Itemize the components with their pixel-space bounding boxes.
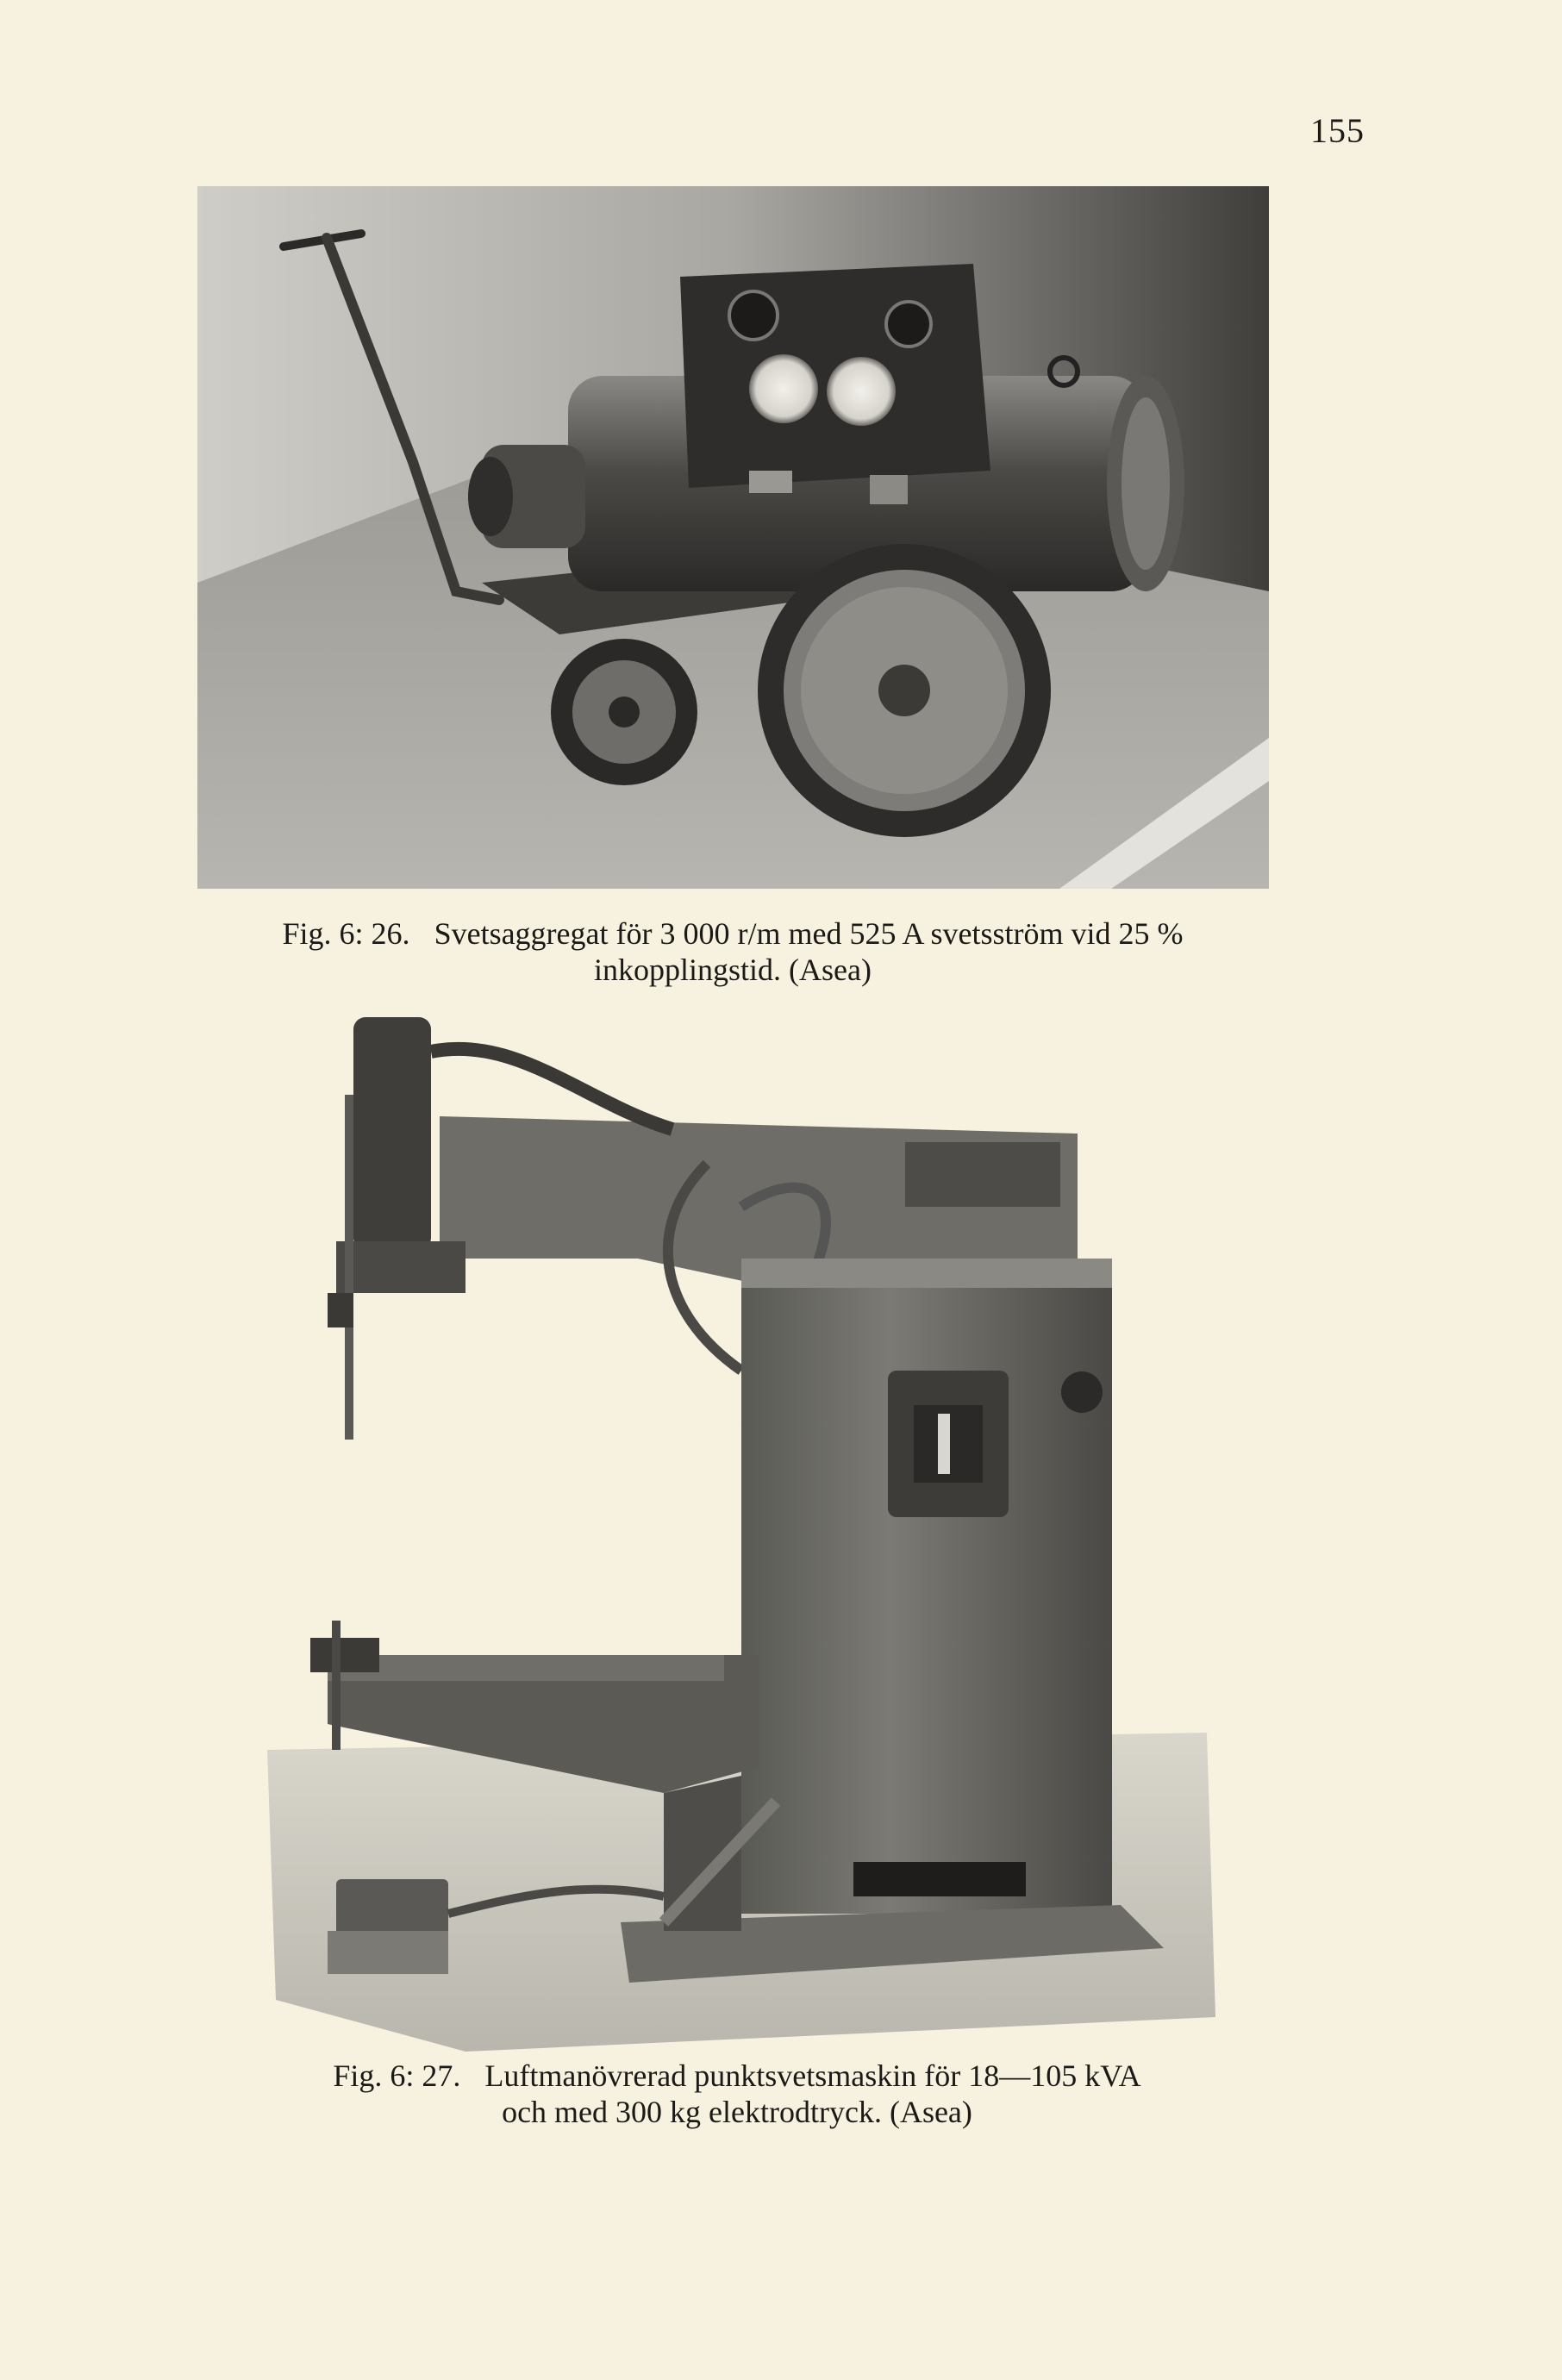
caption-text-line2: och med 300 kg elektrodtryck. (Asea) xyxy=(502,2095,972,2129)
figure-label: Fig. 6: 27. xyxy=(333,2058,461,2093)
figure-label: Fig. 6: 26. xyxy=(282,916,410,951)
spot-welding-machine-photo xyxy=(259,1000,1224,2052)
caption-text-line1: Svetsaggregat för 3 000 r/m med 525 A svetsström vid 25 % xyxy=(434,916,1184,951)
figure-caption-6-26 xyxy=(198,915,1267,988)
page-number: 155 xyxy=(1310,111,1365,150)
figure-caption-6-27 xyxy=(259,2058,1215,2130)
welding-generator-photo xyxy=(197,186,1269,889)
caption-text-line1: Luftmanövrerad punktsvetsmaskin för 18—105 kVA xyxy=(484,2058,1141,2093)
caption-text-line2: inkopplingstid. (Asea) xyxy=(594,953,872,987)
